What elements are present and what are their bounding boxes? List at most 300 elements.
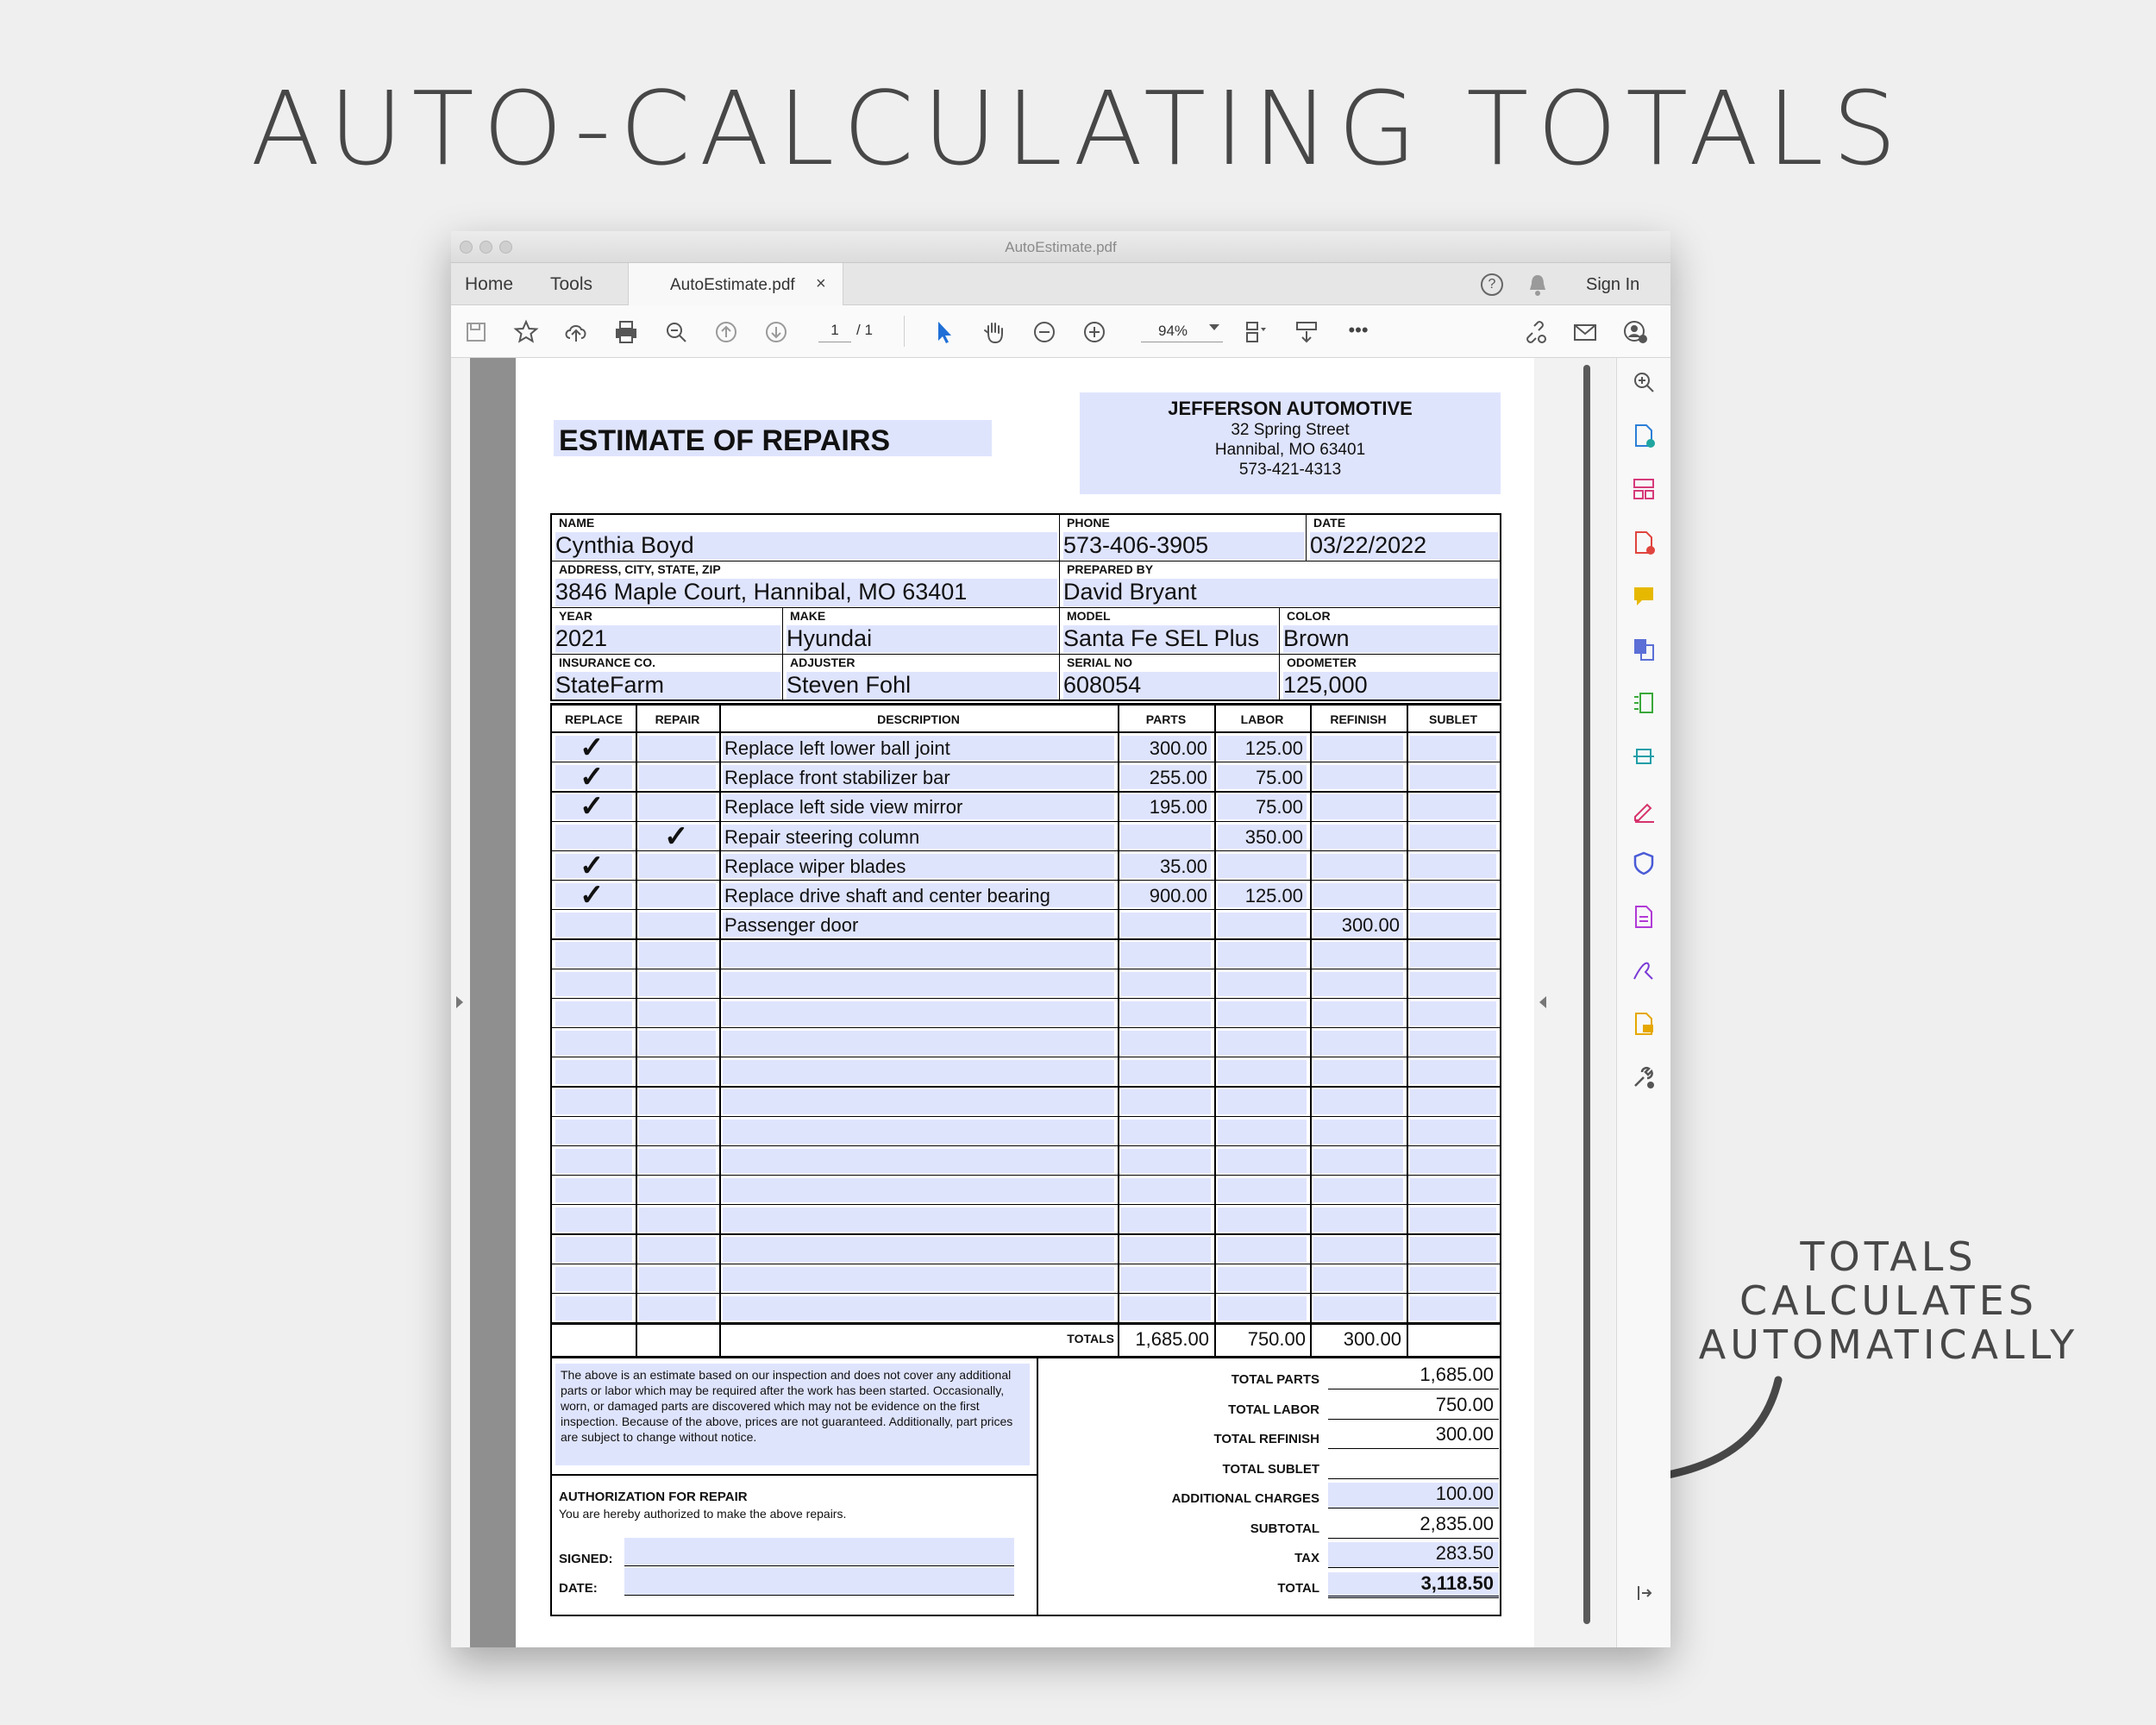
item-cell[interactable] (1121, 1237, 1211, 1261)
row-divider (552, 1233, 1500, 1234)
phone-field[interactable]: 573-406-3905 (1063, 532, 1304, 560)
item-labor[interactable]: 75.00 (1255, 767, 1303, 789)
item-cell[interactable] (1218, 1031, 1307, 1055)
item-cell[interactable] (1410, 825, 1496, 849)
summary-label: TOTAL REFINISH (1213, 1432, 1319, 1446)
prepared-cell (1060, 561, 1500, 608)
item-cell[interactable] (555, 1120, 632, 1144)
shop-street: 32 Spring Street (1231, 421, 1350, 439)
summary-value[interactable]: 283.50 (1328, 1542, 1499, 1568)
item-cell[interactable] (1313, 1089, 1403, 1113)
customer-info-grid (550, 513, 1501, 701)
row-divider (552, 880, 1500, 881)
item-cell[interactable] (555, 1208, 632, 1232)
tools-panel (1616, 358, 1670, 1647)
zoom-level-value: 94% (1158, 323, 1188, 339)
column-divider (1310, 706, 1312, 1358)
scan-ocr-icon[interactable] (1630, 743, 1658, 770)
item-cell[interactable] (639, 1031, 716, 1055)
row-divider (552, 1116, 1500, 1117)
close-tab-icon[interactable]: × (816, 274, 826, 293)
column-divider (719, 706, 721, 1358)
item-cell[interactable] (555, 1089, 632, 1113)
page-number-input[interactable]: 1 (818, 319, 851, 342)
column-header-description: DESCRIPTION (877, 712, 960, 726)
item-cell[interactable] (1313, 1031, 1403, 1055)
hand-tool-icon[interactable] (980, 317, 1009, 347)
share-link-icon[interactable] (1520, 317, 1550, 347)
summary-value (1328, 1453, 1499, 1479)
summary-value: 750.00 (1328, 1394, 1499, 1420)
row-divider (552, 938, 1500, 939)
item-cell[interactable] (723, 1237, 1114, 1261)
item-cell[interactable] (1410, 1296, 1496, 1320)
item-cell[interactable] (555, 972, 632, 996)
item-cell[interactable] (1410, 1120, 1496, 1144)
annotation-line-1: TOTALS (1800, 1233, 1977, 1280)
sign-in-button[interactable]: Sign In (1586, 275, 1640, 294)
bell-icon[interactable] (1526, 273, 1549, 297)
prepared-field[interactable]: David Bryant (1063, 579, 1498, 606)
item-cell[interactable] (555, 1001, 632, 1026)
prepared-label: PREPARED BY (1067, 562, 1154, 576)
item-cell[interactable] (1313, 1001, 1403, 1026)
item-cell[interactable] (555, 1149, 632, 1173)
tab-document-label: AutoEstimate.pdf (670, 276, 795, 294)
item-cell[interactable] (1218, 972, 1307, 996)
item-description[interactable]: Repair steering column (724, 825, 920, 848)
annotation-line-3: AUTOMATICALLY (1698, 1321, 2079, 1368)
item-cell[interactable] (723, 1267, 1114, 1291)
summary-divider (1037, 1358, 1038, 1615)
item-cell[interactable] (723, 1120, 1114, 1144)
auth-date-field[interactable] (624, 1567, 1014, 1596)
item-cell[interactable] (1121, 1267, 1211, 1291)
authorization-title: AUTHORIZATION FOR REPAIR (559, 1490, 748, 1504)
item-cell[interactable] (1121, 1089, 1211, 1113)
upload-cloud-icon[interactable] (561, 317, 591, 347)
save-icon[interactable] (461, 317, 491, 347)
item-cell[interactable] (639, 913, 716, 937)
date-cell (1307, 515, 1500, 561)
item-cell[interactable] (1121, 1060, 1211, 1084)
summary-value: 300.00 (1328, 1423, 1499, 1449)
address-field[interactable]: 3846 Maple Court, Hannibal, MO 63401 (555, 579, 1057, 606)
item-cell[interactable] (639, 736, 716, 760)
item-cell[interactable] (1313, 854, 1403, 878)
item-cell[interactable] (1313, 972, 1403, 996)
summary-value[interactable]: 100.00 (1328, 1483, 1499, 1509)
chevron-right-icon (456, 996, 463, 1008)
odometer-cell (1280, 655, 1500, 699)
item-cell[interactable] (555, 1267, 632, 1291)
headline: AUTO-CALCULATING TOTALS (250, 69, 1906, 188)
item-parts[interactable]: 300.00 (1149, 737, 1207, 759)
make-label: MAKE (790, 609, 826, 623)
column-header-parts: PARTS (1145, 712, 1187, 726)
title-bar (451, 231, 1670, 263)
add-user-icon[interactable] (1620, 317, 1650, 347)
item-cell[interactable] (1410, 1267, 1496, 1291)
year-field[interactable]: 2021 (555, 625, 780, 653)
toolbar-divider (904, 316, 905, 347)
item-refinish[interactable]: 300.00 (1341, 914, 1400, 937)
replace-check-icon: ✓ (580, 849, 605, 882)
item-cell[interactable] (639, 972, 716, 996)
row-divider (552, 1204, 1500, 1205)
page-total: / 1 (856, 322, 873, 338)
item-cell[interactable] (1313, 1237, 1403, 1261)
item-description[interactable]: Replace wiper blades (724, 855, 906, 877)
previous-page-icon[interactable] (711, 317, 741, 347)
row-divider (552, 791, 1500, 792)
organize-pages-icon[interactable] (1630, 475, 1658, 503)
item-cell[interactable] (1218, 1208, 1307, 1232)
row-divider (552, 1145, 1500, 1146)
item-cell[interactable] (723, 1296, 1114, 1320)
item-description[interactable]: Passenger door (724, 914, 859, 937)
item-cell[interactable] (1121, 825, 1211, 849)
item-cell[interactable] (555, 1178, 632, 1202)
item-cell[interactable] (1313, 1178, 1403, 1202)
tab-home[interactable]: Home (465, 274, 514, 294)
tab-document[interactable] (628, 263, 843, 305)
item-cell[interactable] (1410, 765, 1496, 789)
serial-field[interactable]: 608054 (1063, 672, 1277, 699)
item-cell[interactable] (1121, 1178, 1211, 1202)
odometer-label: ODOMETER (1287, 656, 1357, 669)
item-cell[interactable] (1313, 794, 1403, 819)
item-labor[interactable]: 75.00 (1255, 796, 1303, 819)
row-divider (552, 1293, 1500, 1294)
model-label: MODEL (1067, 609, 1111, 623)
item-labor[interactable]: 350.00 (1244, 825, 1303, 848)
item-cell[interactable] (1410, 1060, 1496, 1084)
comment-icon[interactable] (1630, 582, 1658, 610)
item-cell[interactable] (639, 1208, 716, 1232)
item-cell[interactable] (1218, 1060, 1307, 1084)
help-icon[interactable]: ? (1481, 273, 1503, 296)
totals-parts: 1,685.00 (1135, 1328, 1209, 1350)
item-cell[interactable] (639, 883, 716, 907)
shop-name: JEFFERSON AUTOMOTIVE (1168, 398, 1413, 419)
more-tools-icon[interactable]: ••• (1348, 319, 1369, 341)
more-tools-wrench-icon[interactable] (1630, 1063, 1658, 1091)
item-cell[interactable] (555, 1296, 632, 1320)
shop-city: Hannibal, MO 63401 (1214, 441, 1366, 459)
replace-check-icon: ✓ (580, 761, 605, 794)
item-cell[interactable] (555, 913, 632, 937)
create-pdf-icon[interactable] (1630, 422, 1658, 449)
column-divider (1407, 706, 1408, 1358)
item-cell[interactable] (1410, 1178, 1496, 1202)
item-cell[interactable] (1121, 1208, 1211, 1232)
date-field[interactable]: 03/22/2022 (1310, 532, 1498, 560)
adjuster-field[interactable]: Steven Fohl (787, 672, 1057, 699)
summary-label: TOTAL (1277, 1580, 1319, 1596)
export-pdf-icon[interactable] (1630, 529, 1658, 556)
item-cell[interactable] (1218, 1120, 1307, 1144)
item-cell[interactable] (1410, 854, 1496, 878)
serial-label: SERIAL NO (1067, 656, 1132, 669)
fill-sign-icon[interactable] (1630, 796, 1658, 824)
auth-date-label: DATE: (559, 1581, 598, 1596)
column-header-refinish: REFINISH (1330, 712, 1387, 726)
item-cell[interactable] (1218, 854, 1307, 878)
item-cell[interactable] (1218, 1237, 1307, 1261)
item-cell[interactable] (1410, 883, 1496, 907)
item-cell[interactable] (639, 1120, 716, 1144)
repair-items-table (550, 703, 1501, 1358)
make-field[interactable]: Hyundai (787, 625, 1057, 653)
next-page-icon[interactable] (761, 317, 791, 347)
item-cell[interactable] (555, 825, 632, 849)
page-fit-icon[interactable] (1240, 317, 1269, 347)
item-cell[interactable] (639, 1001, 716, 1026)
item-cell[interactable] (639, 765, 716, 789)
annotation-text (1664, 1235, 2113, 1367)
item-cell[interactable] (639, 1296, 716, 1320)
item-cell[interactable] (1313, 1208, 1403, 1232)
item-parts[interactable]: 900.00 (1149, 885, 1207, 906)
item-cell[interactable] (1410, 913, 1496, 937)
column-header-repair: REPAIR (655, 712, 700, 726)
disclaimer-text: The above is an estimate based on our inspection and does not cover any additional parts or labor which may be required after the work has been started. Occasionally, worn, or damaged parts are discovered which may not be evidence on the first inspection. Because of the above, prices are not guaranteed. Additionally, part prices are subject to change without notice. (555, 1364, 1030, 1465)
signed-label: SIGNED: (559, 1552, 613, 1566)
chevron-down-icon (1209, 324, 1219, 330)
item-cell[interactable] (723, 1089, 1114, 1113)
item-cell[interactable] (723, 1208, 1114, 1232)
item-cell[interactable] (1410, 1149, 1496, 1173)
phone-cell (1060, 515, 1307, 561)
repair-check-icon: ✓ (664, 819, 689, 853)
item-cell[interactable] (1313, 825, 1403, 849)
item-cell[interactable] (1410, 1089, 1496, 1113)
zoom-level-select[interactable] (1141, 319, 1223, 342)
adjuster-cell (783, 655, 1060, 699)
item-cell[interactable] (723, 1178, 1114, 1202)
protect-shield-icon[interactable] (1630, 850, 1658, 877)
odometer-field[interactable]: 125,000 (1283, 672, 1498, 699)
summary-label: SUBTOTAL (1250, 1521, 1319, 1536)
row-divider (552, 909, 1500, 910)
date-label: DATE (1313, 516, 1346, 530)
item-cell[interactable] (723, 1149, 1114, 1173)
item-cell[interactable] (1313, 1296, 1403, 1320)
send-for-comments-icon[interactable] (1630, 1010, 1658, 1038)
item-cell[interactable] (1313, 1120, 1403, 1144)
item-cell[interactable] (1218, 1267, 1307, 1291)
collapse-panel-icon[interactable] (1630, 1579, 1658, 1607)
item-description[interactable]: Replace left side view mirror (724, 796, 963, 819)
address-label: ADDRESS, CITY, STATE, ZIP (559, 562, 721, 576)
print-icon[interactable] (611, 317, 641, 347)
insurance-label: INSURANCE CO. (559, 656, 656, 669)
item-cell[interactable] (555, 1031, 632, 1055)
item-description[interactable]: Replace drive shaft and center bearing (724, 885, 1050, 906)
item-parts[interactable]: 195.00 (1149, 796, 1207, 819)
item-cell[interactable] (723, 1031, 1114, 1055)
item-cell[interactable] (1313, 765, 1403, 789)
item-cell[interactable] (1218, 942, 1307, 966)
toolbar (451, 305, 1670, 358)
tab-bar (451, 263, 1670, 305)
item-cell[interactable] (723, 972, 1114, 996)
combine-files-icon[interactable] (1630, 636, 1658, 663)
color-field[interactable]: Brown (1283, 625, 1498, 653)
left-panel-toggle[interactable] (451, 358, 470, 1647)
item-cell[interactable] (639, 854, 716, 878)
item-labor[interactable]: 125.00 (1244, 737, 1303, 759)
adjuster-label: ADJUSTER (790, 656, 856, 669)
row-divider (552, 1027, 1500, 1028)
item-cell[interactable] (1313, 883, 1403, 907)
row-divider (552, 998, 1500, 999)
tab-tools[interactable]: Tools (550, 274, 593, 294)
item-cell[interactable] (639, 1178, 716, 1202)
name-field[interactable]: Cynthia Boyd (555, 532, 1057, 560)
item-cell[interactable] (1410, 972, 1496, 996)
item-labor[interactable]: 125.00 (1244, 885, 1303, 906)
chevron-left-icon (1539, 996, 1546, 1008)
item-parts[interactable]: 35.00 (1159, 855, 1207, 877)
item-cell[interactable] (1410, 1208, 1496, 1232)
item-cell[interactable] (1410, 1001, 1496, 1026)
item-cell[interactable] (1218, 1296, 1307, 1320)
item-cell[interactable] (1121, 1149, 1211, 1173)
window-title: AutoEstimate.pdf (1005, 239, 1117, 255)
totals-divider (552, 1323, 1500, 1325)
item-parts[interactable]: 255.00 (1149, 767, 1207, 789)
item-cell[interactable] (639, 1237, 716, 1261)
column-header-replace: REPLACE (565, 712, 623, 726)
summary-value: 2,835.00 (1328, 1513, 1499, 1539)
item-cell[interactable] (1410, 1031, 1496, 1055)
item-cell[interactable] (723, 942, 1114, 966)
summary-value: 1,685.00 (1328, 1364, 1499, 1389)
item-cell[interactable] (639, 1060, 716, 1084)
item-cell[interactable] (1218, 1089, 1307, 1113)
replace-check-icon: ✓ (580, 731, 605, 764)
email-icon[interactable] (1570, 317, 1600, 347)
item-cell[interactable] (1313, 1149, 1403, 1173)
item-cell[interactable] (1313, 1060, 1403, 1084)
zoom-out-icon[interactable] (1030, 317, 1059, 347)
request-signature-icon[interactable] (1630, 957, 1658, 984)
year-label: YEAR (559, 609, 592, 623)
item-cell[interactable] (723, 1060, 1114, 1084)
name-label: NAME (559, 516, 595, 530)
vertical-scrollbar[interactable] (1583, 365, 1590, 1624)
item-cell[interactable] (1121, 1031, 1211, 1055)
column-header-sublet: SUBLET (1429, 712, 1477, 726)
column-divider (636, 706, 637, 1358)
select-cursor-icon[interactable] (930, 317, 959, 347)
zoom-in-icon[interactable] (1080, 317, 1109, 347)
item-cell[interactable] (1410, 736, 1496, 760)
form-title: ESTIMATE OF REPAIRS (559, 424, 891, 457)
item-cell[interactable] (1121, 1120, 1211, 1144)
insurance-cell (552, 655, 783, 699)
model-field[interactable]: Santa Fe SEL Plus (1063, 625, 1277, 653)
item-cell[interactable] (1218, 1149, 1307, 1173)
shop-info (1080, 392, 1501, 494)
item-cell[interactable] (1313, 736, 1403, 760)
name-cell (552, 515, 1060, 561)
item-cell[interactable] (1410, 1237, 1496, 1261)
item-cell[interactable] (1121, 1296, 1211, 1320)
item-cell[interactable] (723, 1001, 1114, 1026)
item-description[interactable]: Replace front stabilizer bar (724, 767, 950, 789)
pdf-page (516, 358, 1534, 1647)
summary-value: 3,118.50 (1328, 1572, 1499, 1598)
item-cell[interactable] (1218, 1178, 1307, 1202)
header-divider (552, 731, 1500, 733)
item-cell[interactable] (555, 1060, 632, 1084)
summary-label: TOTAL LABOR (1228, 1402, 1319, 1417)
summary-label: TOTAL PARTS (1231, 1372, 1319, 1387)
item-cell[interactable] (1313, 1267, 1403, 1291)
zoom-search-icon[interactable] (661, 317, 691, 347)
replace-check-icon: ✓ (580, 879, 605, 912)
make-cell (783, 608, 1060, 655)
item-cell[interactable] (639, 1149, 716, 1173)
summary-label: TOTAL SUBLET (1222, 1461, 1319, 1477)
signature-field[interactable] (624, 1538, 1014, 1566)
color-cell (1280, 608, 1500, 655)
totals-refinish: 300.00 (1343, 1328, 1401, 1350)
item-cell[interactable] (639, 794, 716, 819)
pdf-viewer-window (451, 231, 1670, 1647)
replace-check-icon: ✓ (580, 790, 605, 824)
compress-pdf-icon[interactable] (1630, 689, 1658, 717)
item-cell[interactable] (639, 1089, 716, 1113)
item-cell[interactable] (1410, 942, 1496, 966)
scroll-mode-icon[interactable] (1292, 317, 1321, 347)
zoom-icon[interactable] (1630, 368, 1658, 396)
item-cell[interactable] (1218, 913, 1307, 937)
color-label: COLOR (1287, 609, 1331, 623)
item-cell[interactable] (639, 1267, 716, 1291)
item-cell[interactable] (639, 942, 716, 966)
totals-labor: 750.00 (1247, 1328, 1306, 1350)
authorization-text: You are hereby authorized to make the above repairs. (559, 1507, 847, 1521)
insurance-field[interactable]: StateFarm (555, 672, 780, 699)
item-cell[interactable] (1218, 1001, 1307, 1026)
shop-phone: 573-421-4313 (1238, 461, 1342, 479)
address-cell (552, 561, 1060, 608)
phone-label: PHONE (1067, 516, 1110, 530)
prepare-form-icon[interactable] (1630, 903, 1658, 931)
star-icon[interactable] (511, 317, 541, 347)
item-cell[interactable] (1410, 794, 1496, 819)
item-description[interactable]: Replace left lower ball joint (724, 737, 950, 759)
summary-label: ADDITIONAL CHARGES (1171, 1491, 1319, 1506)
item-cell[interactable] (1313, 942, 1403, 966)
model-cell (1060, 608, 1280, 655)
form-title-field (554, 420, 992, 456)
item-cell[interactable] (1121, 1001, 1211, 1026)
row-divider (552, 821, 1500, 822)
item-cell[interactable] (1121, 913, 1211, 937)
item-cell[interactable] (555, 1237, 632, 1261)
row-divider (552, 1086, 1500, 1087)
item-cell[interactable] (555, 942, 632, 966)
item-cell[interactable] (1121, 972, 1211, 996)
row-divider (552, 850, 1500, 851)
totals-row-label: TOTALS (1067, 1332, 1114, 1346)
item-cell[interactable] (1121, 942, 1211, 966)
